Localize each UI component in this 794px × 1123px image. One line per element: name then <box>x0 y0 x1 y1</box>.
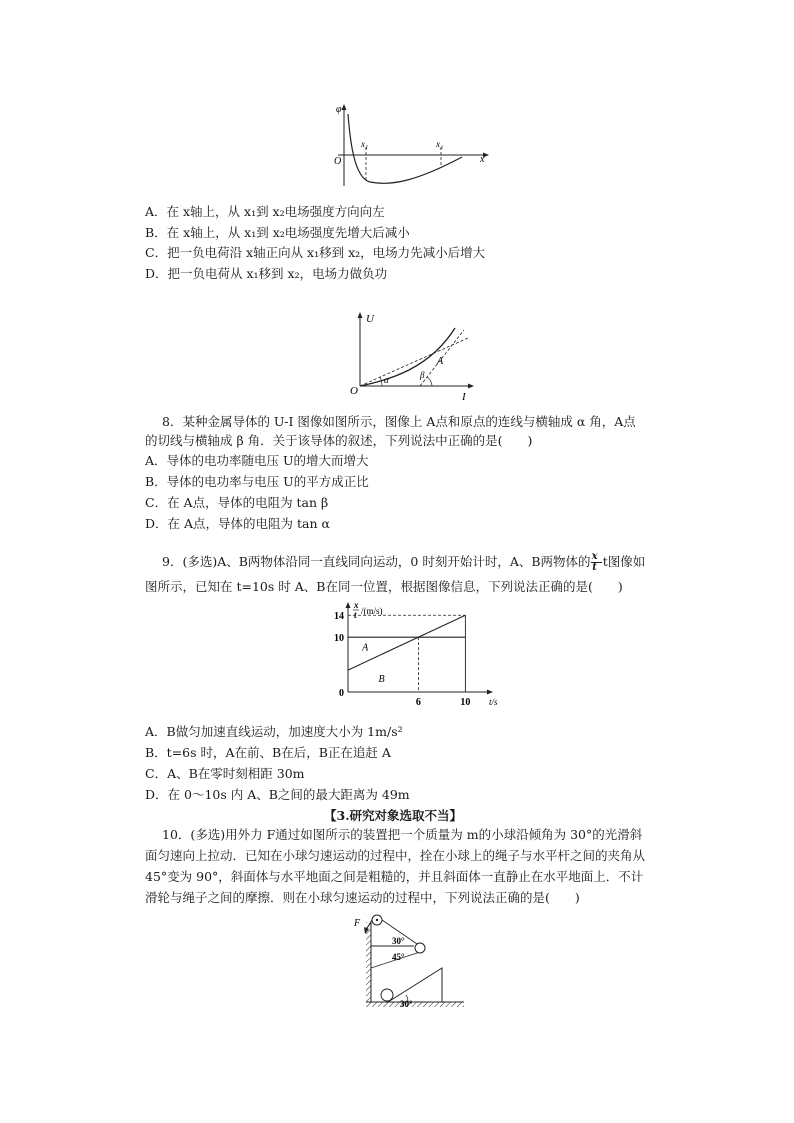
beta-label: β <box>420 370 425 380</box>
incline-pulley-diagram <box>350 910 470 1010</box>
q9-option-d: D．在 0～10s 内 A、B之间的最大距离为 49m <box>145 787 410 802</box>
angle-mid-label: 45° <box>392 952 405 962</box>
q8-option-d: D．在 A点，导体的电阻为 tan α <box>145 516 330 531</box>
x2-label: x₂ <box>436 139 444 149</box>
fraction-denominator: t <box>592 562 597 573</box>
q9-stem-text-b: -t图像如 <box>598 554 646 569</box>
q8-option-b: B．导体的电功率与电压 U的平方成正比 <box>145 474 369 489</box>
i-axis-label: I <box>462 391 466 402</box>
q8-stem-line2: 的切线与横轴成 β 角．关于该导体的叙述，下列说法中正确的是( ) <box>145 433 533 448</box>
phi-x-graph <box>330 100 500 190</box>
x-axis-label: t/s <box>489 697 498 707</box>
q9-option-c: C．A、B在零时刻相距 30m <box>145 766 305 781</box>
section-3-heading: 【3.研究对象选取不当】 <box>324 808 463 823</box>
q9-stem-line1 <box>162 550 645 574</box>
y-tick-label-0: 0 <box>339 688 344 699</box>
series-a-label: A <box>362 642 369 654</box>
fraction-numerator: x <box>591 551 598 562</box>
q8-option-c: C．在 A点，导体的电阻为 tan β <box>145 495 329 510</box>
q9-option-a <box>145 723 403 740</box>
x1-label: x₁ <box>361 139 369 149</box>
q10-line3: 45°变为 90°，斜面体与水平地面之间是粗糙的，并且斜面体一直静止在水平地面上．不计 <box>145 869 644 884</box>
q8-stem-line1: 8．某种金属导体的 U-I 图像如图所示，图像上 A点和原点的连线与横轴成 α 角，A点 <box>162 414 636 429</box>
force-label: F <box>354 918 361 929</box>
u-axis-label: U <box>366 313 374 325</box>
x-axis-label: x <box>480 154 485 165</box>
y-axis-label-numerator: x <box>354 600 359 610</box>
q9-stem-text-a: 9．(多选)A、B两物体沿同一直线同向运动，0 时刻开始计时，A、B两物体的 <box>162 554 591 569</box>
alpha-label: α <box>384 375 389 385</box>
q10-line4: 滑轮与绳子之间的摩擦．则在小球匀速运动的过程中，下列说法正确的是( ) <box>145 890 580 905</box>
origin-label: O <box>334 156 342 167</box>
q9-stem-line2: 图所示，已知在 t=10s 时 A、B在同一位置，根据图像信息，下列说法正确的是( ) <box>145 579 623 594</box>
q10-line2: 面匀速向上拉动．已知在小球匀速运动的过程中，拴在小球上的绳子与水平杆之间的夹角从 <box>145 848 646 863</box>
x-axis-arrow <box>487 690 493 695</box>
q10-line1: 10．(多选)用外力 F通过如图所示的装置把一个质量为 m的小球沿倾角为 30°的光滑斜 <box>162 827 643 842</box>
series-b-label: B <box>378 674 385 686</box>
q9-option-a-text: A．B做匀加速直线运动，加速度大小为 1m/s² <box>145 724 403 739</box>
q8-option-a: A．导体的电功率随电压 U的增大而增大 <box>145 453 369 468</box>
angle-base-label: 30° <box>400 999 413 1009</box>
y-tick-label-14: 14 <box>334 611 344 623</box>
x-tick-label-6: 6 <box>415 697 421 708</box>
y-axis-arrow <box>346 602 351 608</box>
angle-top-label: 30° <box>392 936 405 946</box>
phi-axis-label: φ <box>336 104 342 115</box>
y-tick-label-10: 10 <box>334 633 344 645</box>
q7-option-b: B．在 x轴上，从 x₁到 x₂电场强度先增大后减小 <box>145 225 410 240</box>
x-tick-label-10: 10 <box>460 697 471 708</box>
u-i-graph <box>340 310 480 402</box>
q7-option-a: A．在 x轴上，从 x₁到 x₂电场强度方向向左 <box>145 204 385 219</box>
q7-option-c: C．把一负电荷沿 x轴正向从 x₁移到 x₂，电场力先减小后增大 <box>145 245 486 260</box>
q9-option-b: B．t=6s 时，A在前、B在后，B正在追赶 A <box>145 745 391 760</box>
x-over-t-chart <box>320 600 500 715</box>
origin-label: O <box>350 385 358 397</box>
y-axis-label-denominator: t <box>354 610 357 620</box>
q7-option-d: D．把一负电荷从 x₁移到 x₂，电场力做负功 <box>145 266 388 281</box>
point-a-label: A <box>437 356 444 367</box>
x-over-t-fraction <box>591 552 599 573</box>
y-axis-label-unit: /(m/s) <box>361 606 383 616</box>
